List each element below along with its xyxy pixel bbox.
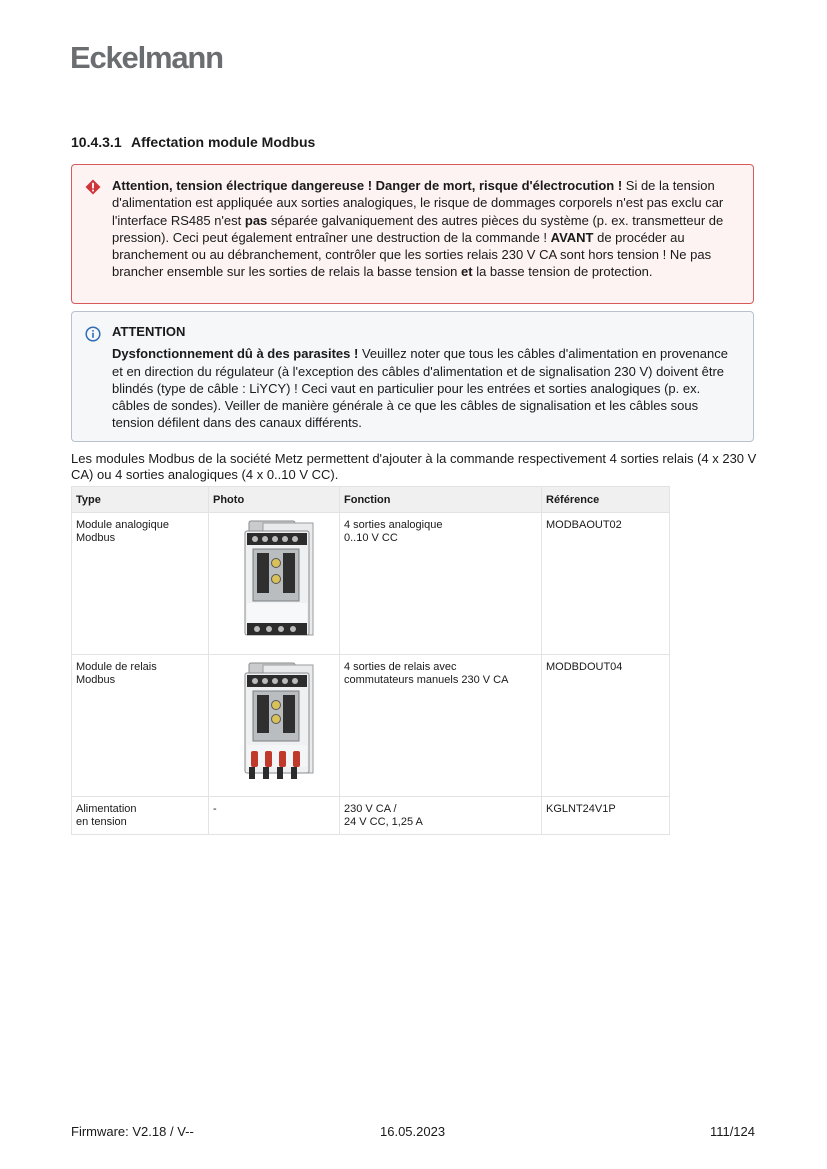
section-title: Affectation module Modbus (130, 134, 316, 150)
module-relay-image (243, 661, 319, 783)
footer-date: 16.05.2023 (380, 1124, 446, 1139)
cell-photo (209, 655, 340, 797)
info-notice-body: Dysfonctionnement dû à des parasites ! Veuillez noter que tous les câbles d'alimentation en provenance et en direction du régulateur (à l'exception des câbles d'alimentation et de signalisation 230 V) doivent être blindés (type de câble : LiYCY) ! Ceci vaut en particulier pour les entrées et sorties analogiques (p. ex. câbles de sondes). Veiller de manière générale à ce que les câbles de signalisation et les câbles sous tension défilent dans des canaux différents. (112, 346, 728, 431)
warning-diamond-icon (84, 178, 102, 196)
cell-function: 4 sorties de relais avec commutateurs manuels 230 V CA (340, 655, 542, 797)
col-header-reference: Référence (542, 487, 670, 513)
info-circle-icon (84, 325, 102, 343)
col-header-photo: Photo (209, 487, 340, 513)
cell-reference: MODBDOUT04 (542, 655, 670, 797)
footer-page-number: 111/124 (709, 1124, 755, 1139)
cell-type: Module analogique Modbus (72, 513, 209, 655)
table-header-row (72, 487, 670, 513)
module-analog-image (243, 519, 319, 639)
col-header-type: Type (72, 487, 209, 513)
cell-function: 4 sorties analogique 0..10 V CC (340, 513, 542, 655)
company-logo: Eckelmann (70, 40, 223, 75)
modules-table (71, 486, 670, 835)
info-notice (71, 311, 754, 442)
info-notice-text (112, 323, 737, 432)
danger-bold-intro: Attention, tension électrique dangereuse ! Danger de mort, risque d'électrocution ! (112, 178, 623, 193)
info-notice-title: ATTENTION (112, 324, 186, 339)
section-heading (71, 134, 315, 150)
col-header-function: Fonction (340, 487, 542, 513)
cell-photo: - (209, 797, 340, 835)
table-row (72, 513, 670, 655)
cell-reference: KGLNT24V1P (542, 797, 670, 835)
cell-type: Module de relais Modbus (72, 655, 209, 797)
cell-photo (209, 513, 340, 655)
cell-reference: MODBAOUT02 (542, 513, 670, 655)
cell-function: 230 V CA / 24 V CC, 1,25 A (340, 797, 542, 835)
footer-firmware: Firmware: V2.18 / V-- (71, 1124, 194, 1139)
cell-type: Alimentation en tension (72, 797, 209, 835)
table-row (72, 797, 670, 835)
danger-notice-text: Attention, tension électrique dangereuse ! Danger de mort, risque d'électrocution ! Si de la tension d'alimentation est appliquée aux sorties analogiques, le risque de dommages corporels n'est pas exclu car l'interface RS485 n'est pas séparée galvaniquement des autres pièces du système (p. ex. transmetteur de pression). Ceci peut également entraîner une destruction de la commande ! AVANT de procéder au branchement ou au débranchement, contrôler que les sorties relais 230 V CA sont hors tension ! Ne pas brancher ensemble sur les sorties de relais la basse tension et la basse tension de protection. (112, 178, 724, 280)
danger-notice (71, 164, 754, 304)
table-row (72, 655, 670, 797)
section-number: 10.4.3.1 (71, 134, 122, 150)
intro-paragraph: Les modules Modbus de la société Metz permettent d'ajouter à la commande respectivement 4 sorties relais (4 x 230 V CA) ou 4 sorties analogiques (4 x 0..10 V CC). (71, 451, 757, 482)
